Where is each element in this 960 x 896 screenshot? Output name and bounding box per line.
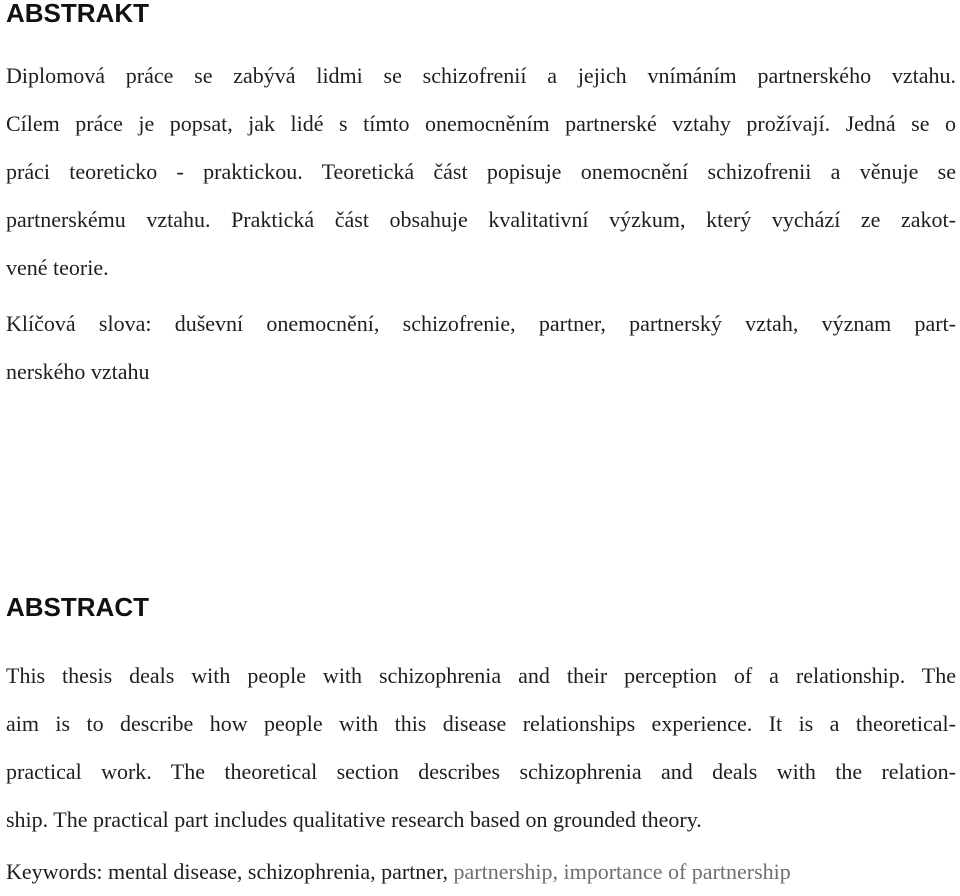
abstract-line: ship. The practical part includes qualitative research based on grounded theory. bbox=[6, 807, 702, 832]
keywords-text: Keywords: mental disease, schizophrenia, partner, bbox=[6, 859, 449, 884]
abstrakt-paragraph bbox=[6, 52, 956, 292]
abstrakt-line: Diplomová práce se zabývá lidmi se schizofrenií a jejich vnímáním partnerského vztahu. bbox=[6, 63, 956, 88]
abstract-paragraph bbox=[6, 652, 956, 844]
abstract-line: aim is to describe how people with this disease relationships experience. It is a theoretical- bbox=[6, 711, 956, 736]
abstrakt-line: vené teorie. bbox=[6, 255, 109, 280]
abstrakt-line: partnerskému vztahu. Praktická část obsahuje kvalitativní výzkum, který vychází ze zakot- bbox=[6, 207, 956, 232]
klicova-slova-line: Klíčová slova: duševní onemocnění, schizofrenie, partner, partnerský vztah, význam part- bbox=[6, 311, 956, 336]
abstrakt-line: práci teoreticko - praktickou. Teoretická část popisuje onemocnění schizofrenii a věnuje se bbox=[6, 159, 956, 184]
abstract-line: practical work. The theoretical section describes schizophrenia and deals with the relation- bbox=[6, 759, 956, 784]
klicova-slova-paragraph bbox=[6, 300, 956, 396]
abstrakt-heading: ABSTRAKT bbox=[6, 0, 149, 28]
abstract-heading: ABSTRACT bbox=[6, 592, 149, 622]
keywords-text-faded: partnership, importance of partnership bbox=[453, 859, 791, 884]
abstract-line: This thesis deals with people with schizophrenia and their perception of a relationship. The bbox=[6, 663, 956, 688]
abstrakt-line: Cílem práce je popsat, jak lidé s tímto onemocněním partnerské vztahy prožívají. Jedná se o bbox=[6, 111, 956, 136]
klicova-slova-line: nerského vztahu bbox=[6, 359, 150, 384]
